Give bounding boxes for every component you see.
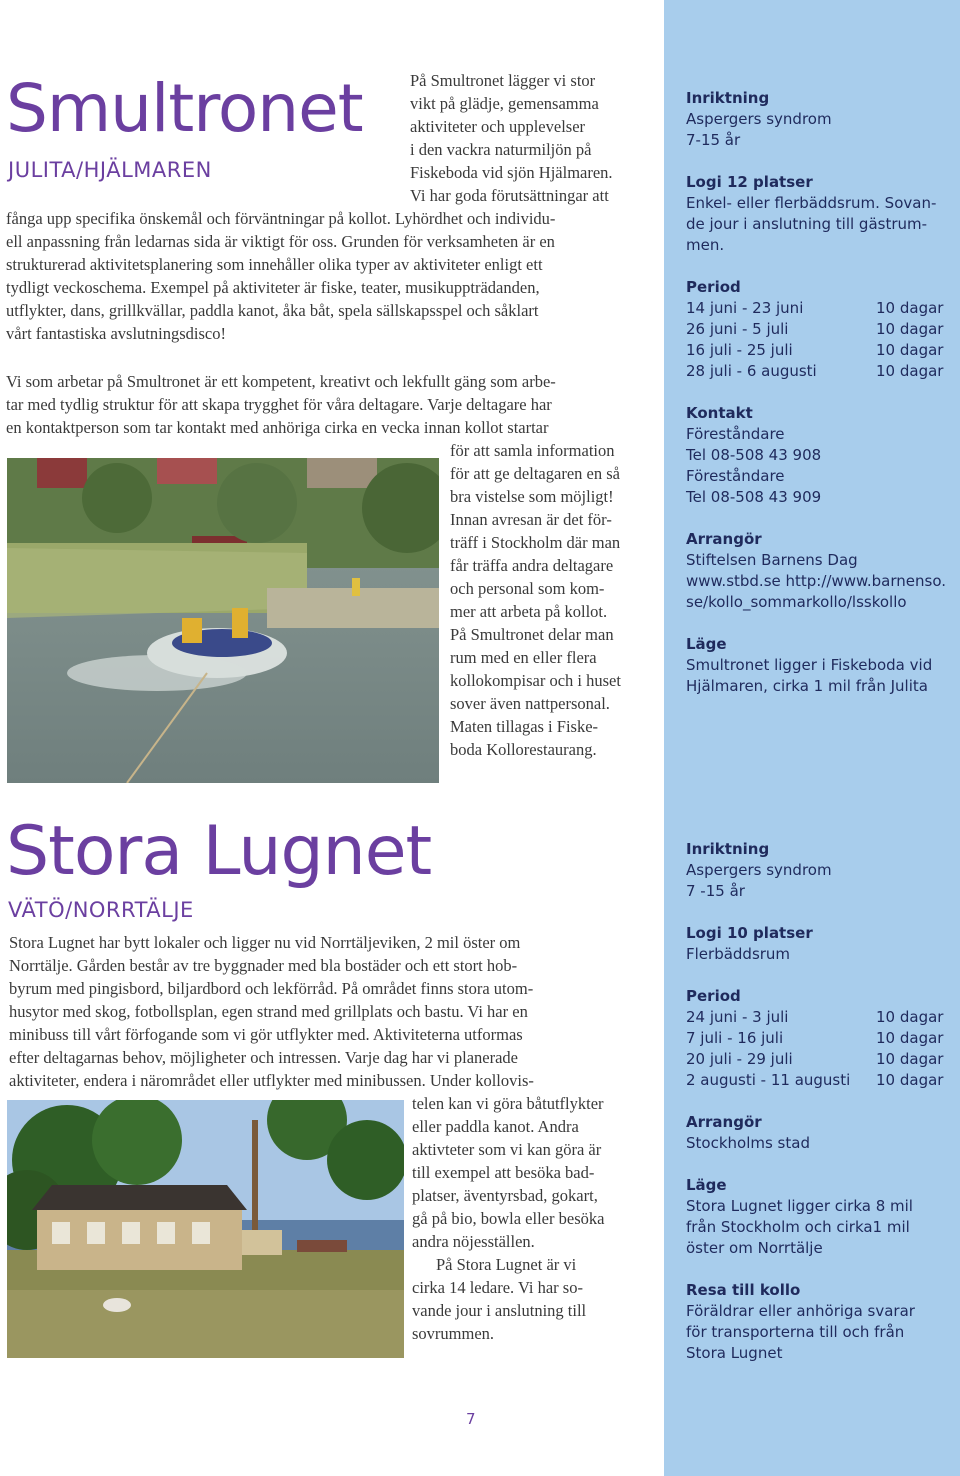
body-line: På Smultronet delar man	[450, 625, 614, 644]
body-line: utflykter, dans, grillkvällar, paddla kanot, åka båt, spela sällskapsspel och såklart	[6, 301, 539, 320]
body-line: vande jour i anslutning till	[412, 1301, 587, 1320]
period-dates: 16 juli - 25 juli	[686, 341, 793, 359]
sidebar-heading-inriktning: Inriktning	[686, 840, 770, 858]
sidebar-text: Föreståndare	[686, 467, 785, 485]
sidebar-text: 7 -15 år	[686, 882, 745, 900]
body-line: Norrtälje. Gården består av tre byggnader med bla bostäder och ett stort hob-	[9, 956, 518, 975]
sidebar-text: Stiftelsen Barnens Dag	[686, 551, 858, 569]
sidebar-heading-lage: Läge	[686, 1176, 727, 1194]
sidebar-text: de jour i anslutning till gästrum-	[686, 215, 928, 233]
body-line: aktivteter som vi kan göra är	[412, 1140, 602, 1159]
body-line: minibuss till vårt förfogande som vi gör utflykter med. Aktiviteterna utformas	[9, 1025, 523, 1044]
sidebar-heading-resa: Resa till kollo	[686, 1281, 801, 1299]
body-line: Innan avresan är det för-	[450, 510, 612, 529]
sidebar-text: Smultronet ligger i Fiskeboda vid	[686, 656, 933, 674]
period-length: 10 dagar	[876, 1029, 944, 1047]
body-line: sover även nattpersonal.	[450, 694, 610, 713]
sidebar-text: Hjälmaren, cirka 1 mil från Julita	[686, 677, 928, 695]
body-line: cirka 14 ledare. Vi har so-	[412, 1278, 583, 1297]
body-line: fånga upp specifika önskemål och förväntningar på kollot. Lyhördhet och individu-	[6, 209, 556, 228]
body-line: mer att arbeta på kollot.	[450, 602, 608, 621]
period-length: 10 dagar	[876, 1071, 944, 1089]
body-line: Stora Lugnet har bytt lokaler och ligger nu vid Norrtäljeviken, 2 mil öster om	[9, 933, 521, 952]
period-dates: 14 juni - 23 juni	[686, 299, 804, 317]
sidebar-heading-period: Period	[686, 987, 741, 1005]
body-line: gå på bio, bowla eller besöka	[412, 1209, 605, 1228]
sidebar-heading-inriktning: Inriktning	[686, 89, 770, 107]
sidebar-link[interactable]: www.stbd.se http://www.barnenso.	[686, 572, 947, 590]
body-line: husytor med skog, fotbollsplan, egen strand med grillplats och bastu. Vi har en	[9, 1002, 528, 1021]
body-line: På Stora Lugnet är vi	[436, 1255, 577, 1274]
period-dates: 28 juli - 6 augusti	[686, 362, 817, 380]
body-line: På Smultronet lägger vi stor	[410, 71, 596, 90]
sidebar-heading-lage: Läge	[686, 635, 727, 653]
sidebar-text: Tel 08-508 43 909	[686, 488, 822, 506]
sidebar-heading-kontakt: Kontakt	[686, 404, 753, 422]
body-line: ell anpassning från ledarnas sida är viktigt för oss. Grunden för verksamheten är en	[6, 232, 555, 251]
sidebar-text: Enkel- eller flerbäddsrum. Sovan-	[686, 194, 937, 212]
body-line: platser, äventyrsbad, gokart,	[412, 1186, 598, 1205]
sidebar-heading-logi: Logi 10 platser	[686, 924, 813, 942]
sidebar-text: men.	[686, 236, 725, 254]
body-line: efter deltagarnas behov, möjligheter och intressen. Varje dag har vi planerade	[9, 1048, 519, 1067]
body-line: för att ge deltagaren en så	[450, 464, 620, 483]
body-line: byrum med pingisbord, biljardbord och lekförråd. På området finns stora utom-	[9, 979, 534, 998]
sidebar-text: Flerbäddsrum	[686, 945, 791, 963]
body-line: tar med tydlig struktur för att skapa trygghet för våra deltagare. Varje deltagare har	[6, 395, 552, 414]
body-line: aktiviteter och upplevelser	[410, 117, 586, 136]
period-length: 10 dagar	[876, 362, 944, 380]
sidebar-text: Stockholms stad	[686, 1134, 810, 1152]
body-line: Fiskeboda vid sjön Hjälmaren.	[410, 163, 613, 182]
sidebar-link[interactable]: se/kollo_sommarkollo/lsskollo	[686, 593, 907, 611]
body-line: vårt fantastiska avslutningsdisco!	[6, 324, 226, 343]
sidebar-text: Stora Lugnet	[686, 1344, 783, 1362]
period-length: 10 dagar	[876, 299, 944, 317]
body-line: strukturerad aktivitetsplanering som innehåller olika typer av aktiviteter enligt ett	[6, 255, 543, 274]
sidebar-text: Föräldrar eller anhöriga svarar	[686, 1302, 915, 1320]
body-line: sovrummen.	[412, 1324, 495, 1343]
body-line: telen kan vi göra båtutflykter	[412, 1094, 604, 1113]
period-dates: 26 juni - 5 juli	[686, 320, 789, 338]
period-dates: 24 juni - 3 juli	[686, 1008, 789, 1026]
sidebar-heading-period: Period	[686, 278, 741, 296]
body-line: Vi som arbetar på Smultronet är ett kompetent, kreativt och lekfullt gäng som arbe-	[6, 372, 556, 391]
sidebar-heading-arrangor: Arrangör	[686, 1113, 762, 1131]
period-length: 10 dagar	[876, 341, 944, 359]
sidebar-text: Aspergers syndrom	[686, 110, 832, 128]
sidebar-heading-arrangor: Arrangör	[686, 530, 762, 548]
sidebar-text: Aspergers syndrom	[686, 861, 832, 879]
period-length: 10 dagar	[876, 1008, 944, 1026]
period-dates: 20 juli - 29 juli	[686, 1050, 793, 1068]
sidebar-text: från Stockholm och cirka1 mil	[686, 1218, 910, 1236]
camp-title-smultronet: Smultronet	[6, 70, 363, 147]
lake-tubing-photo	[7, 458, 439, 783]
body-line: Vi har goda förutsättningar att	[410, 186, 609, 205]
period-dates: 7 juli - 16 juli	[686, 1029, 784, 1047]
body-line: Maten tillagas i Fiske-	[450, 717, 599, 736]
sidebar-text: för transporterna till och från	[686, 1323, 905, 1341]
sidebar-text: Tel 08-508 43 908	[686, 446, 822, 464]
body-line: tydligt veckoschema. Exempel på aktiviteter är fiske, teater, musikuppträdanden,	[6, 278, 540, 297]
sidebar-text: 7-15 år	[686, 131, 741, 149]
camp-location-smultronet: JULITA/HJÄLMAREN	[8, 158, 212, 182]
body-line: rum med en eller flera	[450, 648, 597, 667]
body-line: kollokompisar och i huset	[450, 671, 621, 690]
period-dates: 2 augusti - 11 augusti	[686, 1071, 851, 1089]
camp-location-stora-lugnet: VÄTÖ/NORRTÄLJE	[8, 898, 194, 922]
body-line: och personal som kom-	[450, 579, 605, 598]
body-line: till exempel att besöka bad-	[412, 1163, 595, 1182]
body-line: en kontaktperson som tar kontakt med anhöriga cirka en vecka innan kollot startar	[6, 418, 549, 437]
sidebar-text: öster om Norrtälje	[686, 1239, 823, 1257]
period-length: 10 dagar	[876, 1050, 944, 1068]
body-line: aktiviteter, endera i närområdet eller utflykter med minibussen. Under kollovis-	[9, 1071, 534, 1090]
body-line: vikt på glädje, gemensamma	[410, 94, 599, 113]
body-line: eller paddla kanot. Andra	[412, 1117, 579, 1136]
body-line: träff i Stockholm där man	[450, 533, 621, 552]
body-line: boda Kollorestaurang.	[450, 740, 597, 759]
body-line: i den vackra naturmiljön på	[410, 140, 592, 159]
body-line: andra nöjesställen.	[412, 1232, 535, 1251]
camp-house-photo	[7, 1100, 404, 1358]
body-line: får träffa andra deltagare	[450, 556, 614, 575]
body-line: bra vistelse som möjligt!	[450, 487, 614, 506]
sidebar-text: Stora Lugnet ligger cirka 8 mil	[686, 1197, 913, 1215]
period-length: 10 dagar	[876, 320, 944, 338]
sidebar-text: Föreståndare	[686, 425, 785, 443]
page-number: 7	[466, 1410, 476, 1428]
camp-title-stora-lugnet: Stora Lugnet	[6, 812, 432, 891]
sidebar-heading-logi: Logi 12 platser	[686, 173, 813, 191]
body-line: för att samla information	[450, 441, 615, 460]
